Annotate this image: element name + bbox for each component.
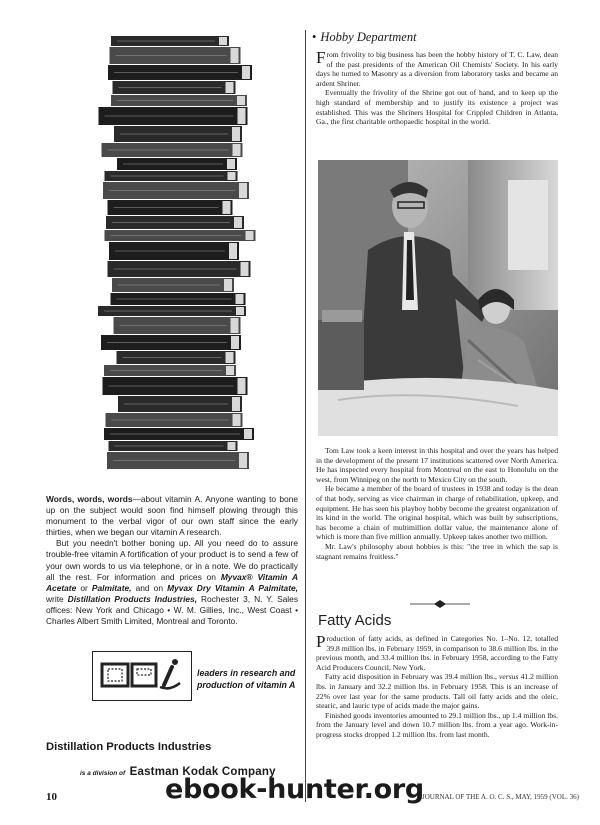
book-pages xyxy=(233,414,241,426)
versus-italic: versus xyxy=(499,672,519,682)
book-pages xyxy=(244,429,252,439)
division-prefix: is a division of xyxy=(80,770,126,777)
book-pages xyxy=(228,442,236,450)
caption-text xyxy=(316,446,558,561)
fatty-paragraph-2 xyxy=(316,672,558,710)
book-pages xyxy=(224,279,232,291)
book-pages xyxy=(228,172,236,180)
hobby-paragraph-1 xyxy=(316,50,558,88)
ad-palmitate: Palmitate, xyxy=(91,582,132,593)
ad-p2-text: But you needn't bother boning up. All you need do to assure trouble-free vitamin A fortification of your product is to send a few of your own words to us via telephone, or in a note. We do practically all the rest. For information and prices on xyxy=(46,538,298,582)
ad-lead-rest: —about vitamin A. Anyone wanting to bone up on the subject would soon find himself plowing through this monument to the verbal vigor of our own staff since the early thirties, when we began our vitamin A research. xyxy=(46,494,298,538)
book-pages xyxy=(239,453,247,468)
book-pages xyxy=(232,397,240,411)
ad-myvax-acetate: Myvax® Vitamin A Acetate xyxy=(46,571,299,593)
tagline-line-2: production of vitamin A xyxy=(197,680,296,690)
book-pages xyxy=(238,378,246,394)
division-name: Eastman Kodak Company xyxy=(129,766,276,778)
ad-paragraph-1 xyxy=(46,494,298,538)
tagline-line-1: leaders in research and xyxy=(197,668,296,678)
fatty-p2-text: Fatty acid disposition in February was 39.4 million lbs., xyxy=(325,672,500,682)
book-pages xyxy=(232,127,240,141)
dpi-logo-icon xyxy=(96,655,188,695)
book-pages xyxy=(227,159,235,169)
book-pages xyxy=(242,66,250,79)
ad-lead-bold: Words, words, words xyxy=(46,494,133,504)
ad-p2-write: write xyxy=(46,593,68,604)
ad-myvax-dry: Myvax Dry Vitamin A Palmitate, xyxy=(167,582,298,593)
book-pages xyxy=(226,352,234,363)
hobby-paragraph-2: Eventually the frivolity of the Shrine got out of hand, and to keep up the high standard of membership and to justify its existence a project was established. This was the Shriners Hospital for Crippled Children in Atlanta, Ga., the first charitable orthopaedic hospital in the world. xyxy=(316,88,558,127)
book-pages xyxy=(236,307,244,315)
hospital-photo xyxy=(318,160,558,436)
section-bullet: • xyxy=(312,30,317,44)
fatty-acids-heading: Fatty Acids xyxy=(318,612,392,629)
ad-p2-and: and on xyxy=(131,582,168,593)
running-footer: JOURNAL OF THE A. O. C. S., MAY, 1959 (VOL. 36) xyxy=(422,793,579,801)
ad-p2-or: or xyxy=(76,582,92,593)
section-heading xyxy=(312,30,562,45)
ad-paragraph-2 xyxy=(46,538,298,627)
book-pages xyxy=(231,336,239,349)
book-pages xyxy=(219,37,227,45)
hobby-p1-text: rom frivolity to big business has been the hobby history of T. C. Law, dean of the past presidents of the American Oil Chemists' Society. In his early days he turned to Masonry as a diversion from laboratory tasks and became an ardent Shriner. xyxy=(316,50,558,88)
book-pages xyxy=(237,96,245,105)
company-name: Distillation Products Industries xyxy=(46,741,212,753)
book-pages xyxy=(229,243,237,259)
book-pages xyxy=(234,217,242,228)
drop-cap-p: P xyxy=(316,632,326,651)
column-divider xyxy=(305,30,306,802)
book-pages xyxy=(246,231,254,240)
book-pages xyxy=(226,82,234,93)
caption-paragraph-1: Tom Law took a keen interest in this hospital and over the years has helped in the development of the present 17 institutions scattered over North America. He has inspected every hospital from Montreal on the east to Honolulu on the west, from Winnipeg on the north to Mexico City on the south. xyxy=(316,446,558,484)
ad-company-name: Distillation Products Industries, xyxy=(67,593,198,604)
fatty-paragraph-3: Finished goods inventories amounted to 29.1 million lbs., up 1.4 million lbs. from the January level and down 10.7 million lbs. from a year ago. Work-in-progress stocks dropped 1.2 million lbs. from last month. xyxy=(316,710,558,739)
watermark-text: ebook-hunter.org xyxy=(165,774,424,805)
fatty-p2-rest: 41.2 million lbs. in January and 32.2 million lbs. in February 1958. This is an increase of 22% over last year for the same products. Tall oil fatty acids and the oleic, stearic, and lauric type of acids made the major gains. xyxy=(316,672,558,711)
hobby-intro-text xyxy=(316,50,558,127)
dpi-tagline xyxy=(197,667,307,691)
fatty-p1-text: roduction of fatty acids, as defined in Categories No. 1–No. 12, totalled 39.8 million lbs. in February 1959, in comparison to 38.6 million lbs. in the previous month, and 33.4 million lbs. in February 1958, according to the Fatty Acid Producers Council, New York. xyxy=(316,634,558,672)
advertisement-copy xyxy=(46,494,298,627)
caption-paragraph-3: Mr. Law's philosophy about hobbies is this: "the tree in which the sap is stagnant remains fruitless." xyxy=(316,541,558,561)
fatty-paragraph-1 xyxy=(316,634,558,672)
fatty-acids-text xyxy=(316,634,558,740)
section-ornament-icon xyxy=(410,600,470,608)
book-pages xyxy=(231,48,239,63)
book-stack-illustration xyxy=(86,30,264,470)
drop-cap-f: F xyxy=(316,48,326,67)
book-pages xyxy=(226,366,234,375)
book-pages xyxy=(241,262,249,276)
book-pages xyxy=(233,144,241,156)
caption-paragraph-2: He became a member of the board of trustees in 1938 and today is the dean of that body, serving as vice chairman in charge of rehabilitation, upkeep, and equipment. He has seen his playboy hobby become the greatest organization of its kind in the world. The original hospital, which was built by subscriptions, has become a chain of multimillion dollar value, the maintenance alone of which is more than five million annually. Upkeep takes another two million. xyxy=(316,484,558,542)
page-number: 10 xyxy=(46,791,57,803)
book-pages xyxy=(231,318,239,333)
book-pages xyxy=(238,108,246,124)
book-pages xyxy=(236,294,244,304)
section-title: Hobby Department xyxy=(320,30,417,44)
ad-p2-tail: Rochester 3, N. Y. Sales offices: New York and Chicago • W. M. Gillies, Inc., West Coast • Charles Albert Smith Limited, Montreal and Toronto. xyxy=(46,593,299,627)
book-pages xyxy=(223,201,231,214)
book-pages xyxy=(239,183,247,198)
